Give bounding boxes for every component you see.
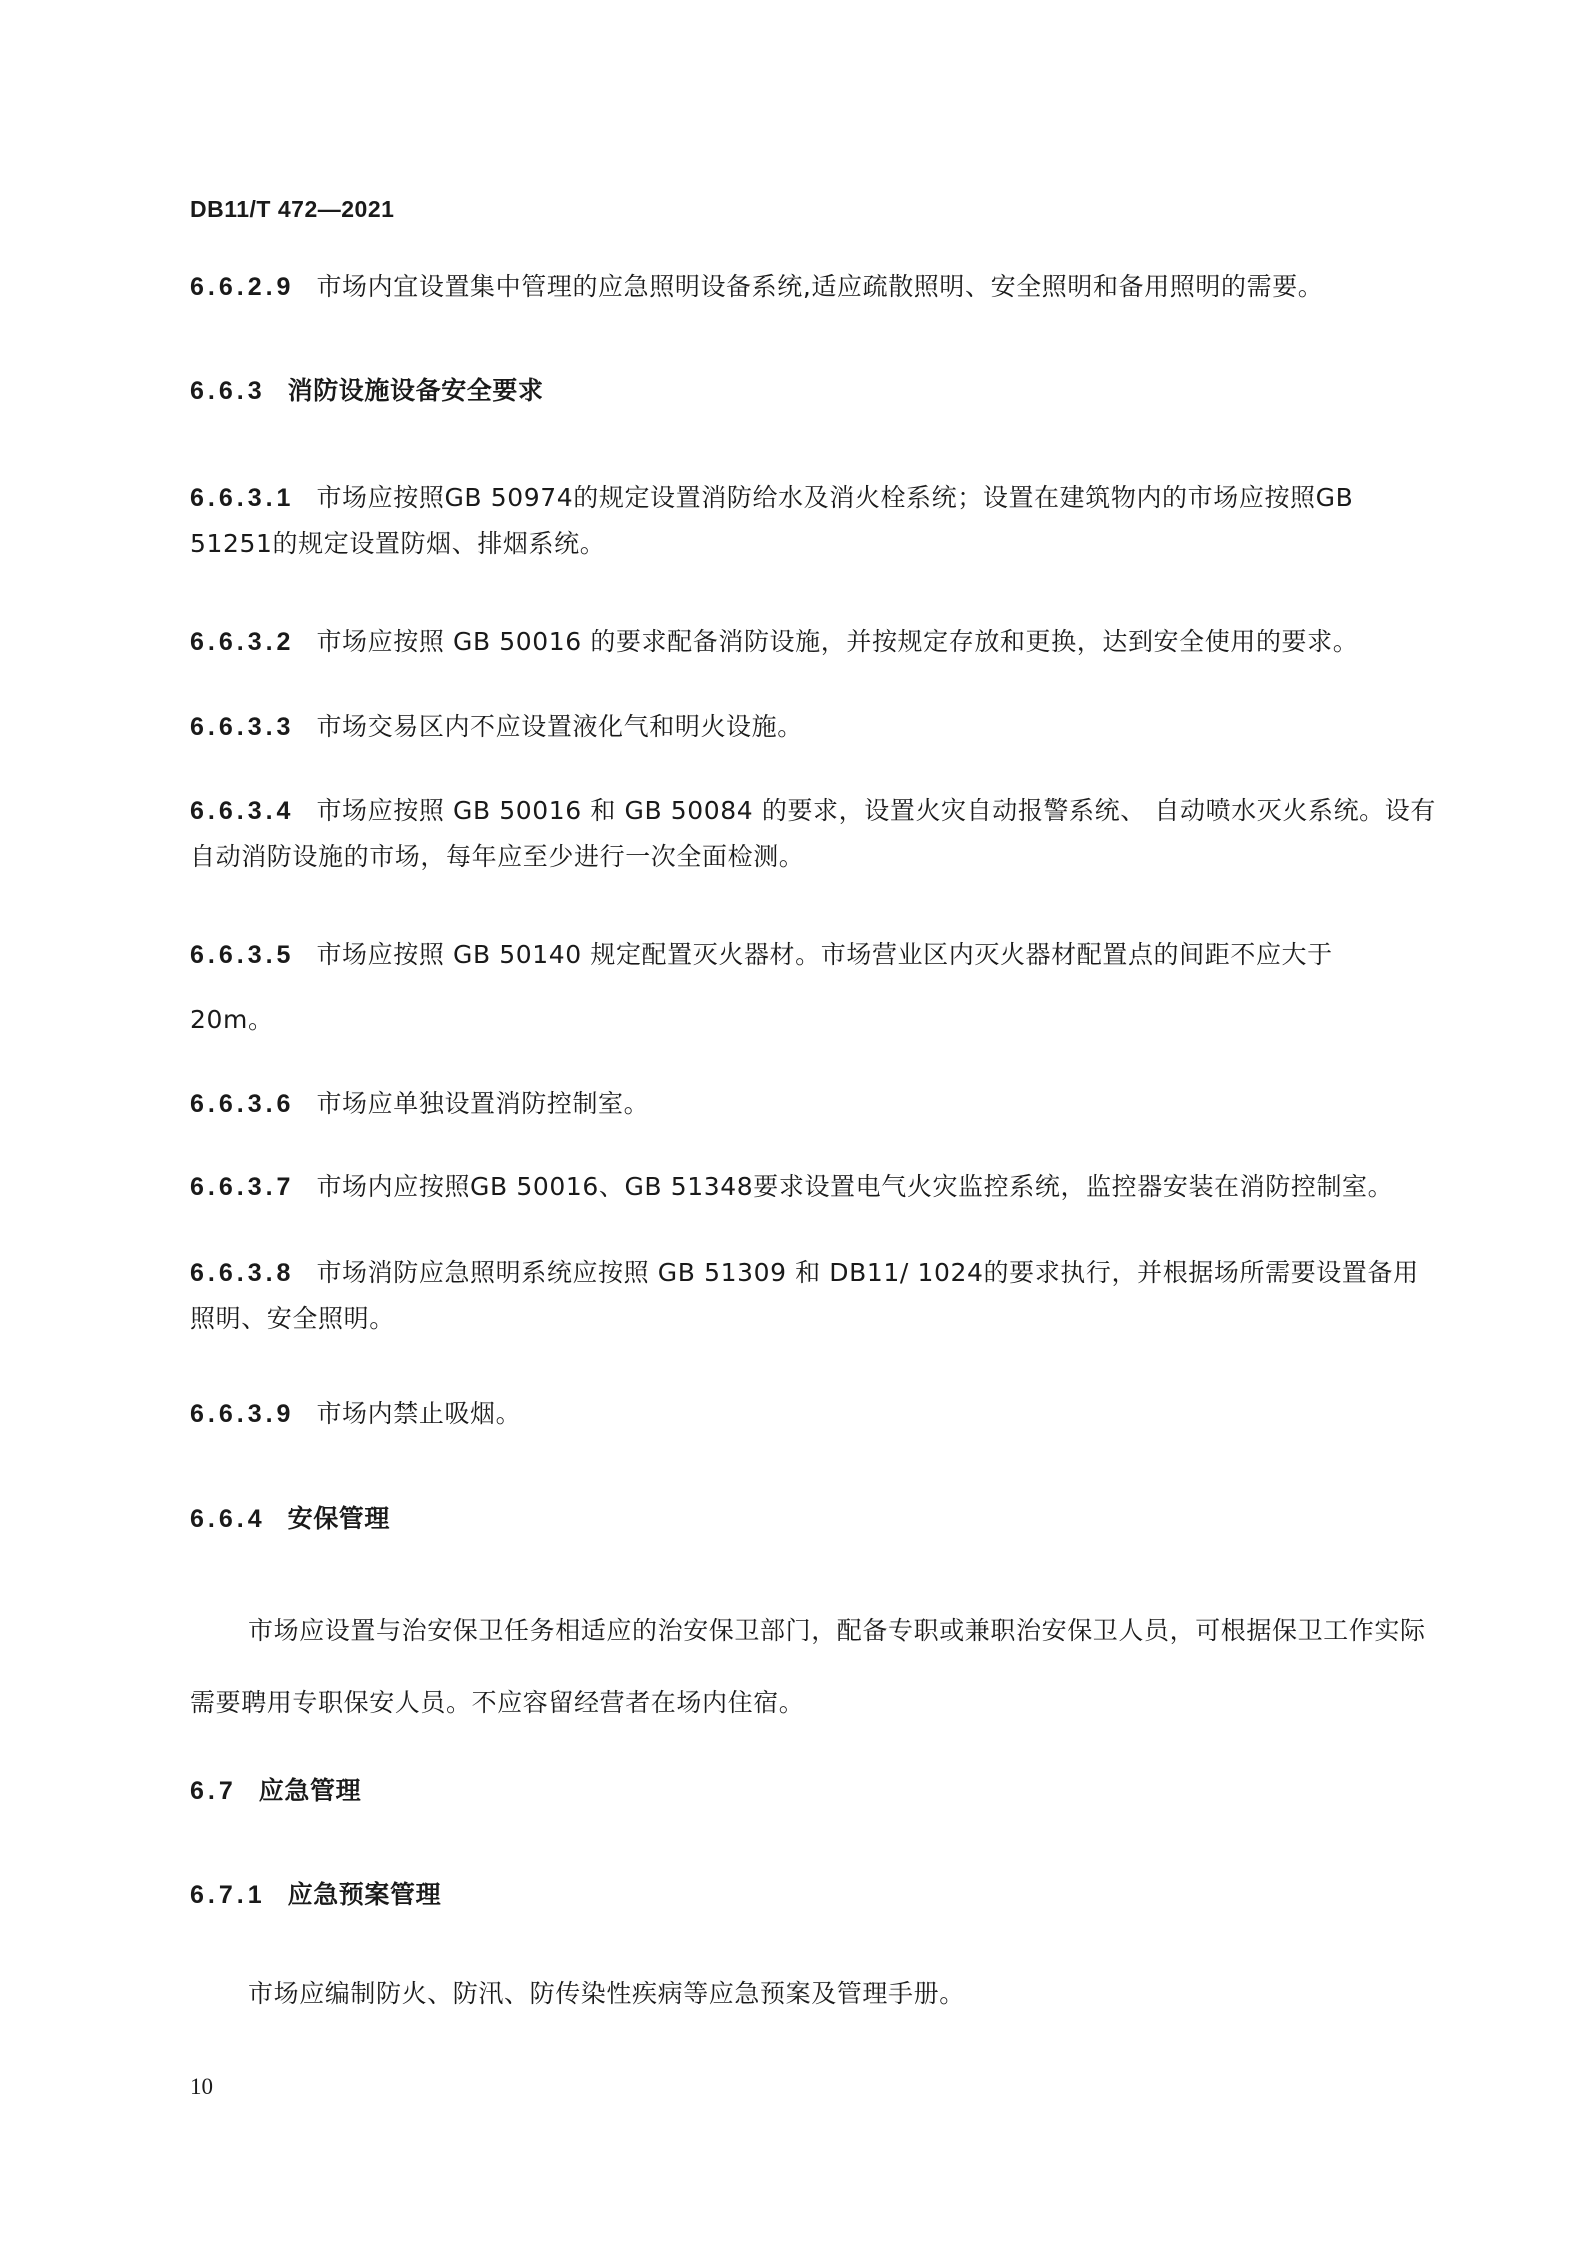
section-heading-6-7 <box>190 1768 1440 1814</box>
clause-text: 市场应按照 GB 50140 规定配置灭火器材。市场营业区内灭火器材配置点的间距不应大于 <box>316 940 1333 969</box>
paragraph-text: 市场应编制防火、防汛、防传染性疾病等应急预案及管理手册。 <box>248 1979 965 2008</box>
clause-text: 市场应按照 GB 50016 的要求配备消防设施，并按规定存放和更换，达到安全使用的要求。 <box>316 627 1359 656</box>
clause-6-6-3-5-continuation <box>190 997 1440 1043</box>
clause-number: 6.6.3.3 <box>190 713 295 741</box>
clause-number: 6.6.3.9 <box>190 1400 295 1428</box>
section-heading-6-6-4 <box>190 1496 1440 1542</box>
section-number: 6.7 <box>190 1777 237 1805</box>
clause-number: 6.6.3.4 <box>190 797 295 825</box>
page-number: 10 <box>190 2074 213 2099</box>
clause-text: 市场交易区内不应设置液化气和明火设施。 <box>316 712 803 741</box>
clause-text-continued: 20m。 <box>190 1005 274 1034</box>
clause-6-6-3-1 <box>190 475 1440 567</box>
clause-6-6-3-5 <box>190 932 1440 978</box>
clause-number: 6.6.2.9 <box>190 273 295 301</box>
section-title: 应急预案管理 <box>287 1880 442 1909</box>
clause-6-6-3-2 <box>190 619 1440 665</box>
clause-text: 市场应单独设置消防控制室。 <box>316 1089 650 1118</box>
clause-6-6-2-9 <box>190 264 1440 310</box>
clause-text: 市场内应按照GB 50016、GB 51348要求设置电气火灾监控系统，监控器安装在消防控制室。 <box>316 1172 1394 1201</box>
clause-number: 6.6.3.5 <box>190 941 295 969</box>
paragraph-text: 市场应设置与治安保卫任务相适应的治安保卫部门，配备专职或兼职治安保卫人员，可根据保卫工作实际需要聘用专职保安人员。不应容留经营者在场内住宿。 <box>190 1616 1426 1717</box>
section-number: 6.6.3 <box>190 377 266 405</box>
section-number: 6.6.4 <box>190 1505 266 1533</box>
section-title: 安保管理 <box>287 1504 391 1533</box>
clause-text: 市场内禁止吸烟。 <box>316 1399 522 1428</box>
clause-6-6-3-4 <box>190 788 1440 880</box>
clause-number: 6.6.3.2 <box>190 628 295 656</box>
section-title: 应急管理 <box>258 1776 362 1805</box>
section-number: 6.7.1 <box>190 1881 266 1909</box>
clause-6-6-3-8 <box>190 1250 1440 1342</box>
clause-6-6-3-6 <box>190 1081 1440 1127</box>
clause-number: 6.6.3.7 <box>190 1173 295 1201</box>
section-heading-6-6-3 <box>190 368 1440 414</box>
section-title: 消防设施设备安全要求 <box>287 376 544 405</box>
clause-text: 市场消防应急照明系统应按照 GB 51309 和 DB11/ 1024的要求执行，并根据场所需要设置备用照明、安全照明。 <box>190 1258 1419 1333</box>
clause-number: 6.6.3.8 <box>190 1259 295 1287</box>
clause-text: 市场应按照 GB 50016 和 GB 50084 的要求，设置火灾自动报警系统、 自动喷水灭火系统。设有自动消防设施的市场，每年应至少进行一次全面检测。 <box>190 796 1436 871</box>
section-heading-6-7-1 <box>190 1872 1440 1918</box>
emergency-paragraph <box>190 1958 1440 2030</box>
document-header: DB11/T 472—2021 <box>190 196 395 222</box>
clause-text: 市场应按照GB 50974的规定设置消防给水及消火栓系统；设置在建筑物内的市场应按照GB 51251的规定设置防烟、排烟系统。 <box>190 483 1354 558</box>
security-paragraph <box>190 1595 1440 1739</box>
clause-text: 市场内宜设置集中管理的应急照明设备系统,适应疏散照明、安全照明和备用照明的需要。 <box>316 272 1324 301</box>
clause-number: 6.6.3.6 <box>190 1090 295 1118</box>
clause-number: 6.6.3.1 <box>190 484 295 512</box>
clause-6-6-3-9 <box>190 1391 1440 1437</box>
clause-6-6-3-7 <box>190 1164 1440 1210</box>
clause-6-6-3-3 <box>190 704 1440 750</box>
